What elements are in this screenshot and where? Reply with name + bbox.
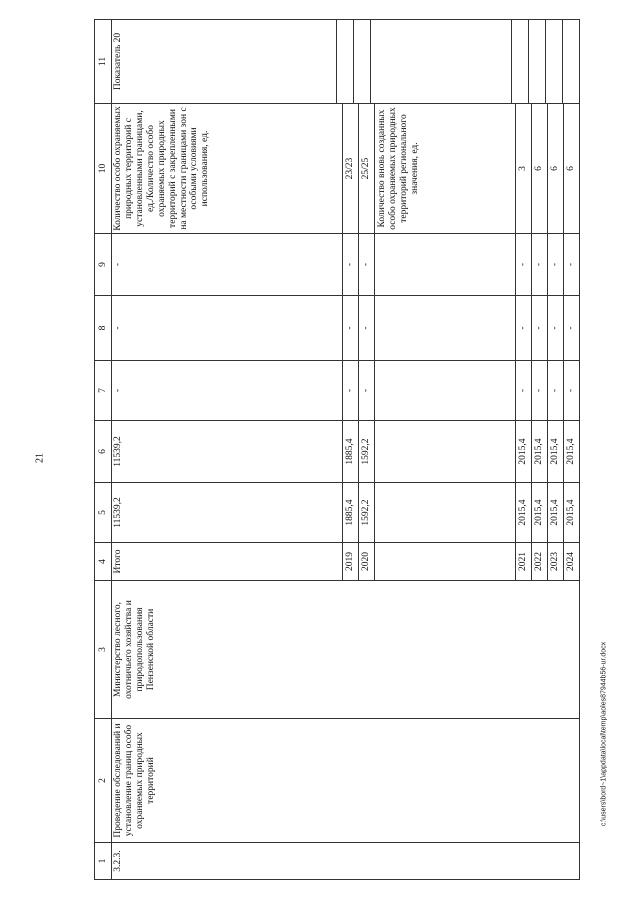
value-cell: 2015,4 [547,421,563,482]
total-value: 11539,2 [113,497,123,528]
col-num-1: 1 [95,843,112,880]
col-num-6: 6 [95,421,112,483]
value-cell: 1885,4 [342,421,358,482]
value-cell: - [563,296,579,360]
table-row [112,20,580,880]
file-path-footer: c:\users\bord~1\appdata\local\temp\aoles87944b56-ur.docx [600,641,608,827]
total-value: - [113,388,123,393]
value-cell: 2015,4 [563,483,579,542]
value-cell: - [563,234,579,295]
value-cell: - [547,296,563,360]
indicator-description-2: Количество вновь созданных особо охраняемых природных территорий регионального значения, ед. [374,104,515,233]
measure-name: Проведение обследований и установление границ особо охраняемых природных территорий [112,719,580,843]
year-cell: 2020 [358,543,374,580]
value-cell: - [358,361,374,420]
value-cell: - [515,234,531,295]
rotated-table-container [94,20,580,880]
value-cell: - [531,361,547,420]
value-cell: 2015,4 [515,421,531,482]
col-num-3: 3 [95,581,112,719]
indicator-value: 25/25 [358,104,374,233]
col-num-10: 10 [95,104,112,234]
year-cell: 2021 [515,543,531,580]
year-cell: 2024 [563,543,579,580]
indicator-value: 3 [515,104,531,233]
value-cell: - [515,296,531,360]
value-cell: - [547,361,563,420]
col-num-2: 2 [95,719,112,843]
indicator-value: 6 [531,104,547,233]
col-num-4: 4 [95,543,112,581]
column-number-row [95,20,112,880]
value-cell: - [358,234,374,295]
value-cell: 1592,2 [358,483,374,542]
program-table [94,19,580,880]
page-number: 21 [34,453,46,463]
value-cell: - [358,296,374,360]
value-cell: - [342,234,358,295]
value-cell: 2015,4 [563,421,579,482]
total-value: - [113,326,123,330]
value-cell: - [531,234,547,295]
total-value: 11539,2 [113,436,123,467]
col-num-11: 11 [95,20,112,104]
year-cell: 2023 [547,543,563,580]
col-num-7: 7 [95,361,112,421]
indicator-value: 6 [563,104,579,233]
indicator-description: Количество особо охраняемых природных территорий с установленными границами, ед./Количество особо охраняемых природных территорий с закрепленными на местности границами зон с особыми условиями использования, ед. [113,106,211,231]
indicator-value: 23/23 [342,104,358,233]
row-number: 3.2.3. [112,843,580,880]
value-cell: 1885,4 [342,483,358,542]
value-cell: 1592,2 [358,421,374,482]
total-label: Итого [113,549,123,574]
year-cell: 2022 [531,543,547,580]
value-cell: 2015,4 [547,483,563,542]
col-num-8: 8 [95,296,112,361]
indicator-reference: Показатель 20 [113,32,123,91]
col-num-9: 9 [95,234,112,296]
value-cell: - [342,361,358,420]
executor: Министерство лесного, охотничьего хозяйства и природопользования Пензенской области [112,581,580,719]
value-cell: - [342,296,358,360]
value-cell: - [515,361,531,420]
year-cell: 2019 [342,543,358,580]
col-num-5: 5 [95,483,112,543]
indicator-value: 6 [547,104,563,233]
value-cell: 2015,4 [515,483,531,542]
value-cell: - [547,234,563,295]
value-cell: 2015,4 [531,483,547,542]
value-cell: - [563,361,579,420]
value-cell: - [531,296,547,360]
total-value: - [113,262,123,267]
value-cell: 2015,4 [531,421,547,482]
